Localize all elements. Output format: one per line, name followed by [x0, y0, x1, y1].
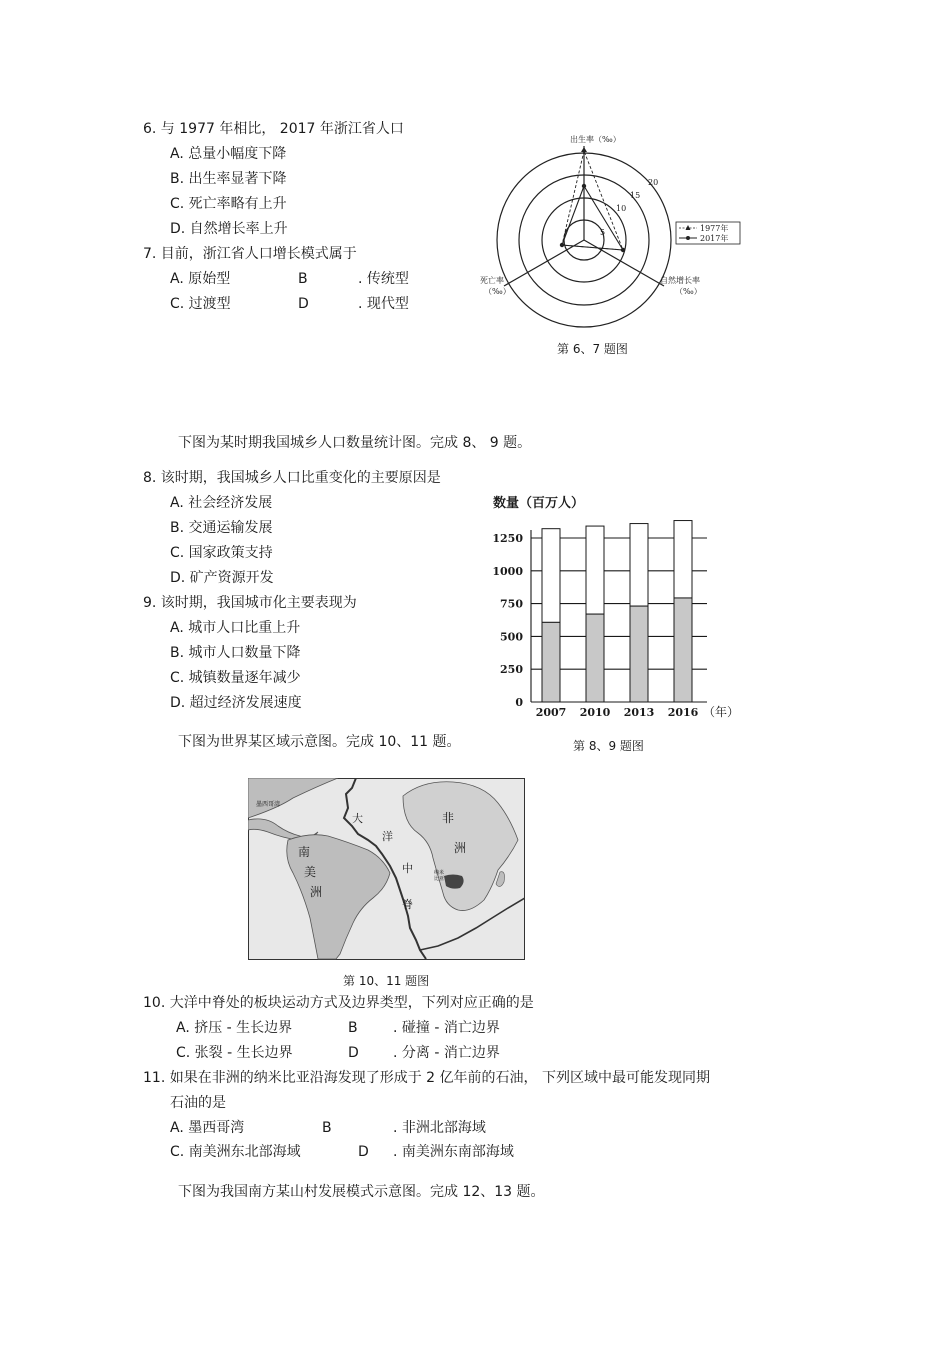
axis-label-death-2: （‰） — [484, 287, 511, 296]
question-9-stem: 9. 该时期，我国城市化主要表现为 — [143, 595, 357, 611]
q8-option-a: A. 社会经济发展 — [170, 495, 273, 511]
q8-option-c: C. 国家政策支持 — [170, 545, 273, 561]
radar-legend — [676, 222, 740, 244]
q9-option-c: C. 城镇数量逐年减少 — [170, 670, 301, 686]
question-8-stem: 8. 该时期，我国城乡人口比重变化的主要原因是 — [143, 470, 441, 486]
namibia-shape — [444, 875, 464, 889]
bar-rural-2010 — [586, 526, 604, 614]
q10-option-b-letter: B — [348, 1020, 358, 1036]
q8-option-d: D. 矿产资源开发 — [170, 570, 274, 586]
bar-rural-2013 — [630, 524, 648, 607]
axis-label-birth: 出生率（‰） — [570, 135, 621, 144]
marker-2017-birth — [582, 184, 586, 188]
legend-1977: 1977年 — [700, 224, 729, 233]
q11-option-b-letter: B — [322, 1120, 332, 1136]
intro-12-13: 下图为我国南方某山村发展模式示意图。完成 12、13 题。 — [178, 1184, 545, 1200]
y-tick-1000: 1000 — [492, 564, 523, 578]
bar-urban-2013 — [630, 606, 648, 702]
ring-label-15: 15 — [630, 191, 641, 200]
y-axis-label: 数量（百万人） — [493, 496, 585, 511]
radar-chart — [470, 128, 750, 338]
bar-rural-2016 — [674, 521, 692, 598]
question-6-stem: 6. 与 1977 年相比， 2017 年浙江省人口 — [143, 121, 404, 137]
label-ridge-2: 洋 — [382, 830, 393, 843]
label-ridge-3: 中 — [402, 862, 413, 875]
q9-option-d: D. 超过经济发展速度 — [170, 695, 302, 711]
q11-option-d-letter: D — [358, 1144, 369, 1160]
region-map — [248, 778, 525, 960]
q6-option-d: D. 自然增长率上升 — [170, 221, 288, 237]
marker-natural — [621, 248, 625, 252]
legend-2017: 2017年 — [700, 234, 729, 243]
question-7-stem: 7. 目前，浙江省人口增长模式属于 — [143, 246, 357, 262]
bar-urban-2010 — [586, 614, 604, 702]
bar-urban-2007 — [542, 622, 560, 702]
q10-option-d-text: . 分离 - 消亡边界 — [393, 1045, 500, 1061]
q9-option-b: B. 城市人口数量下降 — [170, 645, 301, 661]
question-10-stem: 10. 大洋中脊处的板块运动方式及边界类型，下列对应正确的是 — [143, 995, 534, 1011]
q10-option-b-text: . 碰撞 - 消亡边界 — [393, 1020, 500, 1036]
label-africa-2: 洲 — [454, 841, 467, 855]
y-tick-0: 0 — [515, 696, 523, 709]
label-namibia-1: 纳米 — [434, 870, 445, 876]
y-tick-250: 250 — [500, 663, 523, 677]
label-sa-2: 美 — [304, 865, 317, 879]
q8-option-b: B. 交通运输发展 — [170, 520, 273, 536]
q7-option-b-letter: B — [298, 271, 308, 287]
q11-option-c: C. 南美洲东北部海域 — [170, 1144, 301, 1160]
q10-option-c: C. 张裂 - 生长边界 — [176, 1045, 293, 1061]
label-namibia-2: 比亚 — [434, 876, 445, 882]
bar-chart-caption: 第 8、9 题图 — [573, 739, 644, 753]
x-tick-2010: 2010 — [579, 706, 611, 719]
q6-option-b: B. 出生率显著下降 — [170, 171, 287, 187]
x-axis-unit: （年） — [703, 705, 740, 719]
axis-label-death-1: 死亡率 — [480, 276, 504, 285]
q11-option-d-text: . 南美洲东南部海域 — [393, 1144, 514, 1160]
q7-option-d-letter: D — [298, 296, 309, 312]
bar-urban-2016 — [674, 598, 692, 702]
q11-option-b-text: . 非洲北部海域 — [393, 1120, 486, 1136]
q7-option-b-text: . 传统型 — [358, 271, 409, 287]
label-ridge-1: 大 — [352, 812, 363, 825]
marker-death — [560, 243, 564, 247]
x-tick-2007: 2007 — [535, 706, 567, 719]
label-sa-3: 洲 — [310, 885, 323, 899]
axis-natural — [584, 240, 664, 286]
x-tick-2013: 2013 — [623, 706, 655, 719]
x-tick-2016: 2016 — [667, 706, 699, 719]
q6-option-c: C. 死亡率略有上升 — [170, 196, 287, 212]
series-2017-line — [562, 186, 623, 250]
ring-label-20: 20 — [648, 178, 659, 187]
marker-1977-birth — [581, 147, 587, 152]
q7-option-a: A. 原始型 — [170, 271, 231, 287]
axis-label-natural-1: 自然增长率 — [660, 276, 700, 285]
ring-label-10: 10 — [616, 204, 627, 213]
intro-10-11: 下图为世界某区域示意图。完成 10、11 题。 — [178, 734, 461, 750]
radar-caption: 第 6、7 题图 — [557, 342, 628, 356]
axis-death — [504, 240, 584, 286]
population-bar-chart — [485, 490, 750, 726]
q9-option-a: A. 城市人口比重上升 — [170, 620, 301, 636]
question-11-stem-line2: 石油的是 — [170, 1095, 226, 1111]
map-caption: 第 10、11 题图 — [343, 974, 430, 988]
y-tick-750: 750 — [500, 597, 523, 611]
label-africa-1: 非 — [442, 811, 455, 825]
label-sa-1: 南 — [298, 845, 311, 859]
y-tick-1250: 1250 — [492, 532, 523, 545]
bar-rural-2007 — [542, 529, 560, 623]
q10-option-d-letter: D — [348, 1045, 359, 1061]
q10-option-a: A. 挤压 - 生长边界 — [176, 1020, 293, 1036]
q11-option-a: A. 墨西哥湾 — [170, 1120, 245, 1136]
label-ridge-4: 脊 — [402, 898, 413, 911]
label-mexico-gulf: 墨西哥湾 — [256, 801, 281, 808]
q7-option-c: C. 过渡型 — [170, 296, 231, 312]
ring-label-5: 5 — [600, 228, 606, 237]
q6-option-a: A. 总量小幅度下降 — [170, 146, 287, 162]
q7-option-d-text: . 现代型 — [358, 296, 409, 312]
y-tick-500: 500 — [500, 630, 523, 644]
question-11-stem-line1: 11. 如果在非洲的纳米比亚沿海发现了形成于 2 亿年前的石油， 下列区域中最可能发现同期 — [143, 1070, 710, 1086]
intro-8-9: 下图为某时期我国城乡人口数量统计图。完成 8、 9 题。 — [178, 435, 532, 451]
axis-label-natural-2: （‰） — [675, 287, 702, 296]
